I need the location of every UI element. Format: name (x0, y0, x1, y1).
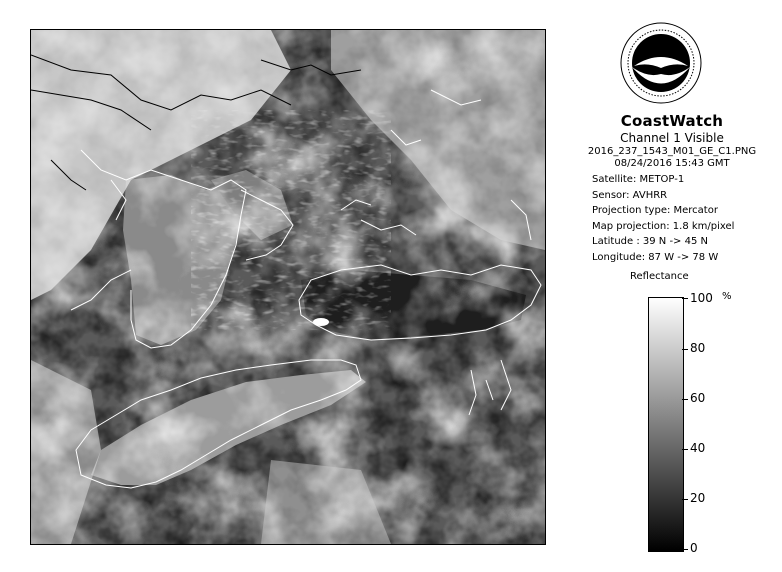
sensor-line: Sensor: AVHRR (592, 189, 668, 201)
scale-tick (682, 449, 688, 450)
scale-tick-label: 100 (690, 291, 713, 305)
scale-tick-label: 0 (690, 541, 698, 555)
scale-tick (682, 499, 688, 500)
satellite-line: Satellite: METOP-1 (592, 174, 685, 185)
scale-unit: % (722, 291, 732, 302)
date-time: 08/24/2016 15:43 GMT (614, 158, 730, 169)
scale-tick (682, 298, 688, 299)
longitude-line: Longitude: 87 W -> 78 W (592, 251, 719, 263)
scale-tick (682, 399, 688, 400)
map-projection-line: Map projection: 1.8 km/pixel (592, 220, 735, 232)
scale-tick-label: 60 (690, 391, 706, 405)
info-panel (572, 112, 772, 266)
scale-tick (682, 549, 688, 550)
reflectance-colorbar (648, 297, 684, 552)
scale-tick-label: 20 (690, 491, 706, 505)
scale-tick (682, 349, 688, 350)
scale-tick-label: 40 (690, 441, 706, 455)
projection-type-line: Projection type: Mercator (592, 205, 718, 217)
scale-title: Reflectance (630, 271, 689, 282)
satellite-image (31, 30, 545, 544)
noaa-logo (620, 22, 702, 104)
scale-tick-label: 80 (690, 341, 706, 355)
metadata-list (592, 172, 772, 266)
channel-label: Channel 1 Visible (620, 131, 724, 145)
brand-title: CoastWatch (620, 112, 724, 130)
latitude-line: Latitude : 39 N -> 45 N (592, 236, 708, 248)
file-name: 2016_237_1543_M01_GE_C1.PNG (587, 146, 757, 157)
satellite-map (30, 29, 546, 545)
